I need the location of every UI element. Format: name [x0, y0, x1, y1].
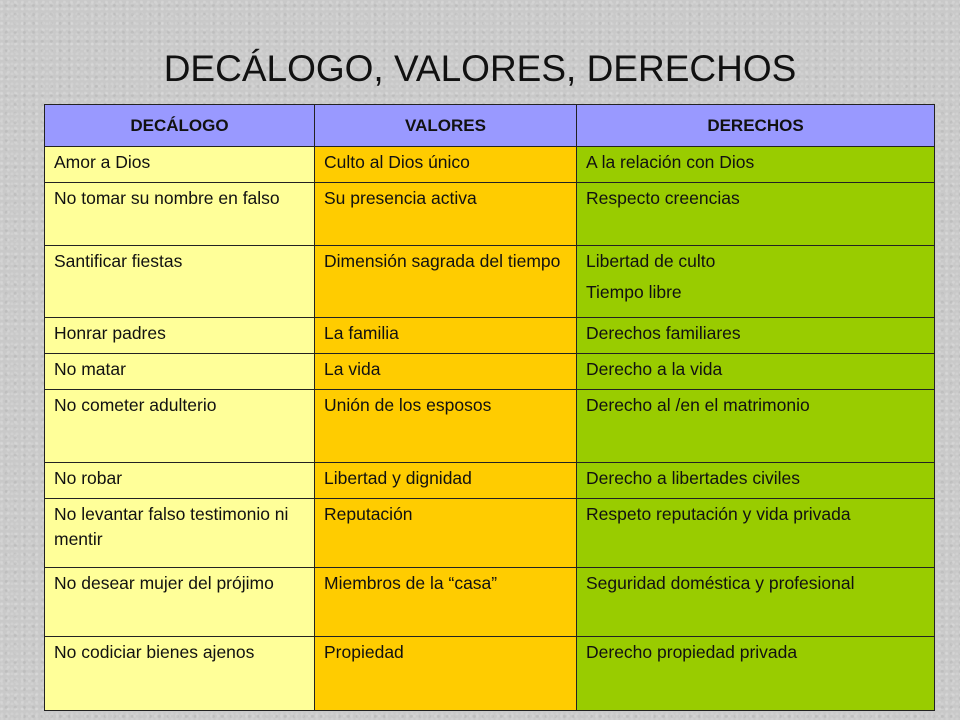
cell-decalogo: No robar	[45, 463, 315, 499]
slide-title: DECÁLOGO, VALORES, DERECHOS	[163, 48, 797, 89]
derecho-item: Libertad de culto	[586, 251, 716, 271]
cell-valores: Reputación	[315, 499, 577, 568]
derecho-item: Tiempo libre	[586, 282, 682, 302]
cell-valores: Unión de los esposos	[315, 390, 577, 463]
cell-valores: Dimensión sagrada del tiempo	[315, 246, 577, 318]
derecho-item: A la relación con Dios	[586, 152, 755, 172]
cell-decalogo: No desear mujer del prójimo	[45, 568, 315, 637]
cell-derechos	[577, 390, 935, 463]
cell-derechos	[577, 183, 935, 246]
derecho-item: Respecto creencias	[586, 188, 740, 208]
table-row	[45, 463, 935, 499]
table-row	[45, 568, 935, 637]
table-header-row	[45, 105, 935, 147]
header-decalogo: DECÁLOGO	[45, 105, 315, 147]
header-derechos: DERECHOS	[577, 105, 935, 147]
cell-derechos	[577, 463, 935, 499]
derecho-item: Derecho a libertades civiles	[586, 468, 800, 488]
cell-decalogo: No tomar su nombre en falso	[45, 183, 315, 246]
derecho-item: Seguridad doméstica y profesional	[586, 573, 855, 593]
derecho-item: Derechos familiares	[586, 323, 741, 343]
derecho-item: Derecho propiedad privada	[586, 642, 798, 662]
cell-derechos	[577, 246, 935, 318]
cell-valores: Culto al Dios único	[315, 147, 577, 183]
table-row	[45, 246, 935, 318]
cell-decalogo: Amor a Dios	[45, 147, 315, 183]
cell-derechos	[577, 318, 935, 354]
table-row	[45, 637, 935, 711]
cell-decalogo: No matar	[45, 354, 315, 390]
table-row	[45, 390, 935, 463]
cell-valores: Libertad y dignidad	[315, 463, 577, 499]
derecho-item: Derecho a la vida	[586, 359, 723, 379]
table-row	[45, 318, 935, 354]
cell-decalogo: No cometer adulterio	[45, 390, 315, 463]
cell-derechos	[577, 568, 935, 637]
cell-derechos	[577, 637, 935, 711]
derecho-item: Derecho al /en el matrimonio	[586, 395, 810, 415]
cell-valores: La vida	[315, 354, 577, 390]
cell-decalogo: Santificar fiestas	[45, 246, 315, 318]
cell-decalogo: No levantar falso testimonio ni mentir	[45, 499, 315, 568]
table-row	[45, 354, 935, 390]
cell-decalogo: No codiciar bienes ajenos	[45, 637, 315, 711]
table-row	[45, 499, 935, 568]
header-valores: VALORES	[315, 105, 577, 147]
cell-derechos	[577, 354, 935, 390]
cell-valores: La familia	[315, 318, 577, 354]
table-row	[45, 147, 935, 183]
cell-valores: Su presencia activa	[315, 183, 577, 246]
cell-decalogo: Honrar padres	[45, 318, 315, 354]
derecho-item: Respeto reputación y vida privada	[586, 504, 851, 524]
cell-derechos	[577, 499, 935, 568]
table-row	[45, 183, 935, 246]
cell-valores: Miembros de la “casa”	[315, 568, 577, 637]
cell-valores: Propiedad	[315, 637, 577, 711]
cell-derechos	[577, 147, 935, 183]
decalogo-table	[44, 104, 935, 711]
